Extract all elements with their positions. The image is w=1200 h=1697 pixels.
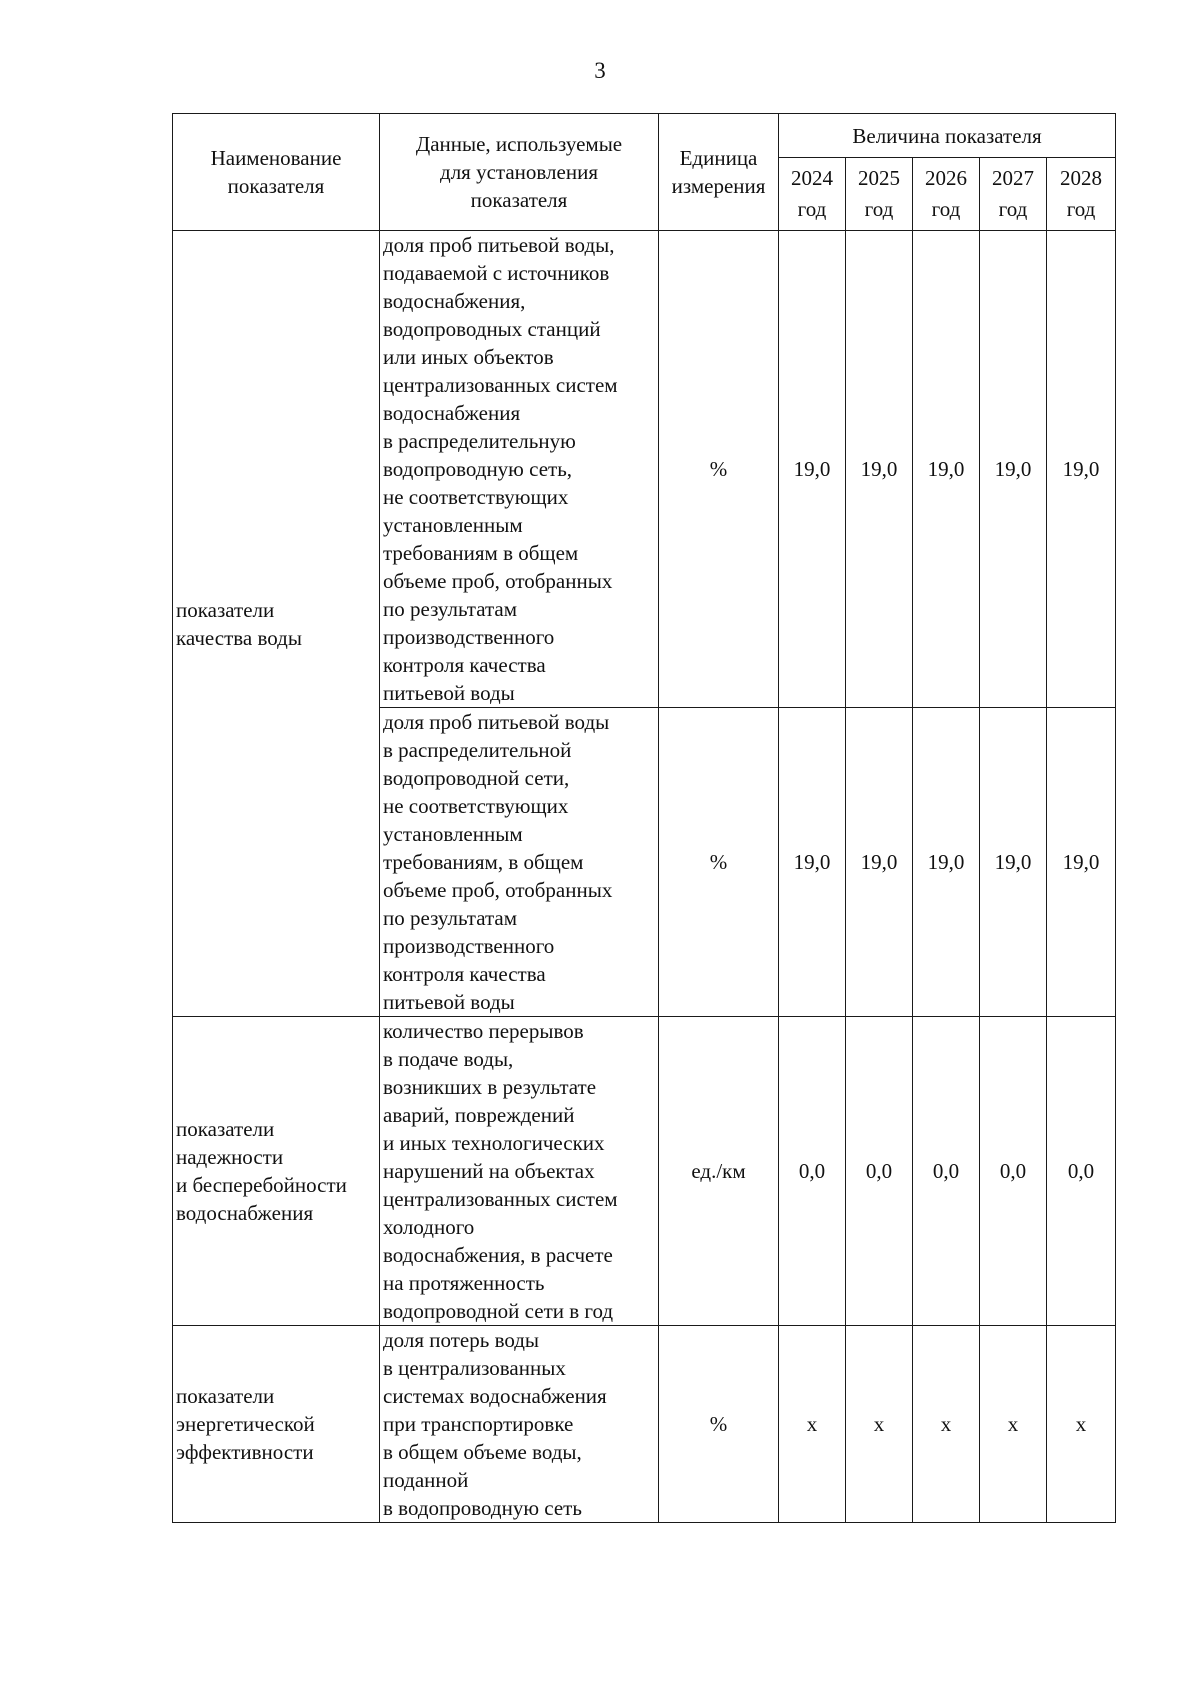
value-cell-2025: 0,0 — [846, 1017, 913, 1326]
header-year-2024: 2024 год — [779, 158, 846, 231]
page-number: 3 — [594, 58, 606, 83]
header-unit: Единица измерения — [659, 114, 779, 231]
value-cell-2026: 19,0 — [913, 708, 980, 1017]
header-year-2026: 2026 год — [913, 158, 980, 231]
value-cell-2028: 19,0 — [1047, 231, 1116, 708]
unit-cell: % — [659, 1326, 779, 1523]
value-cell-2025: 19,0 — [846, 708, 913, 1017]
unit-cell: ед./км — [659, 1017, 779, 1326]
value-cell-2026: 19,0 — [913, 231, 980, 708]
value-cell-2025: 19,0 — [846, 231, 913, 708]
source-data-cell: доля проб питьевой воды в распределительной водопроводной сети, не соответствующих установленным требованиям, в общем объеме проб, отобранных по результатам производственного контроля качества питьевой воды — [380, 708, 659, 1017]
value-cell-2027: x — [980, 1326, 1047, 1523]
value-cell-2027: 0,0 — [980, 1017, 1047, 1326]
table-row — [173, 1326, 1116, 1523]
value-cell-2028: x — [1047, 1326, 1116, 1523]
header-year-2028: 2028 год — [1047, 158, 1116, 231]
indicator-name-reliability: показатели надежности и бесперебойности водоснабжения — [173, 1017, 380, 1326]
value-cell-2026: x — [913, 1326, 980, 1523]
value-cell-2027: 19,0 — [980, 231, 1047, 708]
table-row — [173, 231, 1116, 708]
header-value-group: Величина показателя — [779, 114, 1116, 158]
source-data-cell: количество перерывов в подаче воды, возникших в результате аварий, повреждений и иных технологических нарушений на объектах централизованных систем холодного водоснабжения, в расчете на протяженность водопроводной сети в год — [380, 1017, 659, 1326]
header-indicator-name: Наименование показателя — [173, 114, 380, 231]
indicator-name-energy-efficiency: показатели энергетической эффективности — [173, 1326, 380, 1523]
value-cell-2024: 0,0 — [779, 1017, 846, 1326]
header-year-2025: 2025 год — [846, 158, 913, 231]
value-cell-2024: 19,0 — [779, 708, 846, 1017]
source-data-cell: доля проб питьевой воды, подаваемой с источников водоснабжения, водопроводных станций или иных объектов централизованных систем водоснабжения в распределительную водопроводную сеть, не соответствующих установленным требованиям в общем объеме проб, отобранных по результатам производственного контроля качества питьевой воды — [380, 231, 659, 708]
indicators-table — [172, 113, 1116, 1523]
value-cell-2028: 0,0 — [1047, 1017, 1116, 1326]
unit-cell: % — [659, 231, 779, 708]
unit-cell: % — [659, 708, 779, 1017]
value-cell-2024: x — [779, 1326, 846, 1523]
indicator-name-water-quality: показатели качества воды — [173, 231, 380, 1017]
value-cell-2027: 19,0 — [980, 708, 1047, 1017]
value-cell-2028: 19,0 — [1047, 708, 1116, 1017]
header-source-data: Данные, используемые для установления показателя — [380, 114, 659, 231]
table-row — [173, 1017, 1116, 1326]
value-cell-2024: 19,0 — [779, 231, 846, 708]
header-year-2027: 2027 год — [980, 158, 1047, 231]
header-row-top — [173, 114, 1116, 158]
source-data-cell: доля потерь воды в централизованных системах водоснабжения при транспортировке в общем объеме воды, поданной в водопроводную сеть — [380, 1326, 659, 1523]
value-cell-2025: x — [846, 1326, 913, 1523]
value-cell-2026: 0,0 — [913, 1017, 980, 1326]
